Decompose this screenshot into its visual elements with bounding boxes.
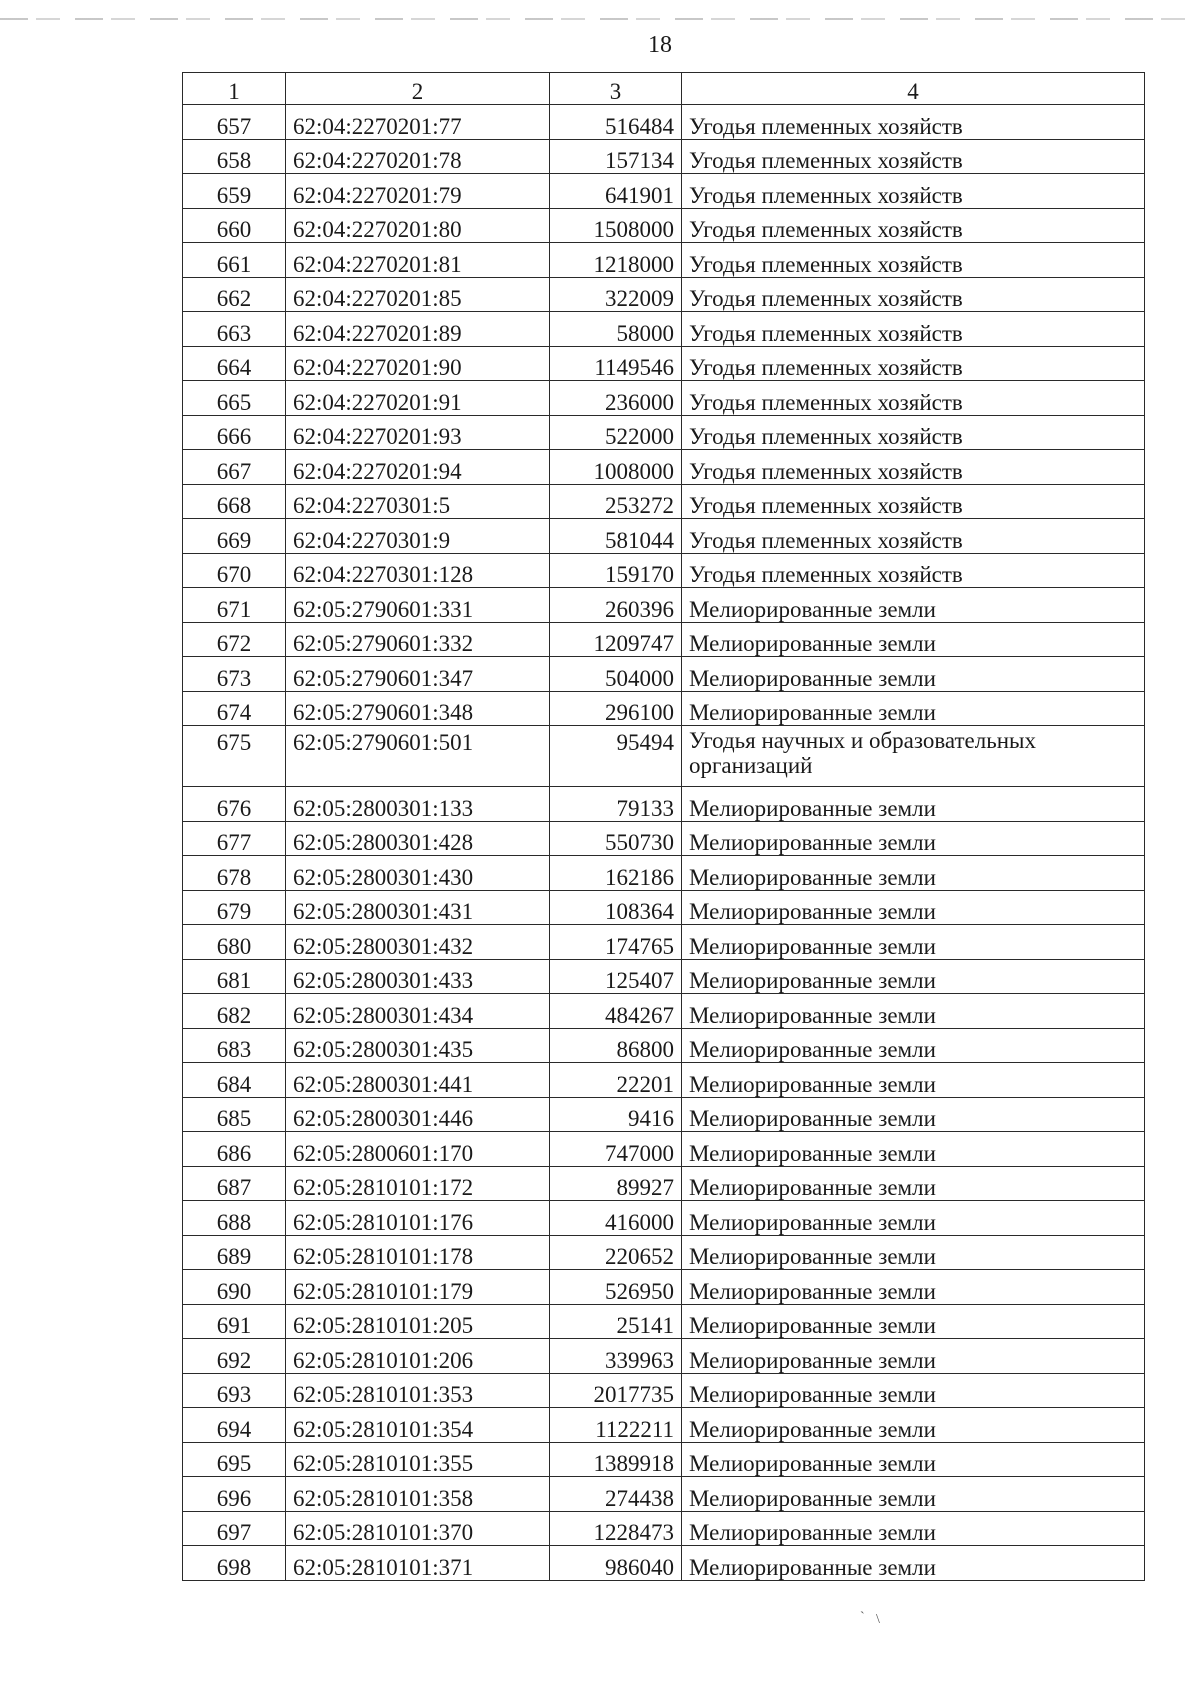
- cadastral-number-cell: 62:05:2810101:172: [286, 1166, 550, 1201]
- area-cell: 484267: [550, 994, 682, 1029]
- cadastral-number-cell: 62:05:2810101:358: [286, 1477, 550, 1512]
- area-cell: 581044: [550, 519, 682, 554]
- land-category-cell: Угодья племенных хозяйств: [682, 277, 1145, 312]
- cadastral-number-cell: 62:05:2810101:355: [286, 1442, 550, 1477]
- table-row: [183, 1270, 1145, 1305]
- table-row: [183, 1477, 1145, 1512]
- cadastral-number-cell: 62:05:2810101:353: [286, 1373, 550, 1408]
- cadastral-number-cell: 62:05:2800601:170: [286, 1132, 550, 1167]
- cadastral-number-cell: 62:05:2810101:354: [286, 1408, 550, 1443]
- land-category-cell: Мелиорированные земли: [682, 1028, 1145, 1063]
- row-number-cell: 671: [183, 588, 286, 623]
- table-row: [183, 1546, 1145, 1581]
- column-header-4: 4: [682, 73, 1145, 105]
- cadastral-number-cell: 62:05:2790601:501: [286, 726, 550, 787]
- column-header-1: 1: [183, 73, 286, 105]
- cadastral-number-cell: 62:05:2800301:441: [286, 1063, 550, 1098]
- cadastral-number-cell: 62:04:2270201:80: [286, 208, 550, 243]
- scan-speck: \: [876, 1612, 880, 1627]
- row-number-cell: 698: [183, 1546, 286, 1581]
- table-row: [183, 821, 1145, 856]
- land-category-cell: Угодья племенных хозяйств: [682, 208, 1145, 243]
- area-cell: 159170: [550, 553, 682, 588]
- area-cell: 322009: [550, 277, 682, 312]
- table-row: [183, 174, 1145, 209]
- table-row: [183, 1063, 1145, 1098]
- area-cell: 1122211: [550, 1408, 682, 1443]
- row-number-cell: 663: [183, 312, 286, 347]
- row-number-cell: 680: [183, 925, 286, 960]
- area-cell: 296100: [550, 691, 682, 726]
- land-category-cell: Мелиорированные земли: [682, 1166, 1145, 1201]
- area-cell: 236000: [550, 381, 682, 416]
- row-number-cell: 693: [183, 1373, 286, 1408]
- row-number-cell: 669: [183, 519, 286, 554]
- row-number-cell: 659: [183, 174, 286, 209]
- area-cell: 25141: [550, 1304, 682, 1339]
- land-category-cell: Угодья племенных хозяйств: [682, 174, 1145, 209]
- area-cell: 86800: [550, 1028, 682, 1063]
- land-category-cell: Мелиорированные земли: [682, 1201, 1145, 1236]
- column-header-3: 3: [550, 73, 682, 105]
- area-cell: 1149546: [550, 346, 682, 381]
- land-category-cell: Мелиорированные земли: [682, 691, 1145, 726]
- cadastral-number-cell: 62:04:2270301:5: [286, 484, 550, 519]
- scan-speck: `: [860, 1610, 865, 1625]
- area-cell: 79133: [550, 787, 682, 822]
- land-category-cell: Мелиорированные земли: [682, 1132, 1145, 1167]
- table-row: [183, 856, 1145, 891]
- row-number-cell: 688: [183, 1201, 286, 1236]
- area-cell: 95494: [550, 726, 682, 787]
- table-row: [183, 1201, 1145, 1236]
- cadastral-number-cell: 62:05:2790601:348: [286, 691, 550, 726]
- row-number-cell: 697: [183, 1511, 286, 1546]
- cadastral-number-cell: 62:05:2810101:179: [286, 1270, 550, 1305]
- table-row: [183, 484, 1145, 519]
- cadastral-number-cell: 62:05:2800301:430: [286, 856, 550, 891]
- cadastral-number-cell: 62:05:2800301:446: [286, 1097, 550, 1132]
- table-row: [183, 1339, 1145, 1374]
- area-cell: 9416: [550, 1097, 682, 1132]
- land-category-cell: Угодья научных и образовательных организаций: [682, 726, 1145, 787]
- row-number-cell: 678: [183, 856, 286, 891]
- table-row: [183, 959, 1145, 994]
- column-header-2: 2: [286, 73, 550, 105]
- land-category-cell: Мелиорированные земли: [682, 1097, 1145, 1132]
- land-category-cell: Мелиорированные земли: [682, 1235, 1145, 1270]
- land-category-cell: Мелиорированные земли: [682, 1339, 1145, 1374]
- table-header-row: [183, 73, 1145, 105]
- table-row: [183, 1166, 1145, 1201]
- table-row: [183, 588, 1145, 623]
- row-number-cell: 696: [183, 1477, 286, 1512]
- land-category-cell: Мелиорированные земли: [682, 925, 1145, 960]
- area-cell: 58000: [550, 312, 682, 347]
- row-number-cell: 695: [183, 1442, 286, 1477]
- row-number-cell: 658: [183, 139, 286, 174]
- area-cell: 1209747: [550, 622, 682, 657]
- cadastral-number-cell: 62:04:2270201:94: [286, 450, 550, 485]
- area-cell: 89927: [550, 1166, 682, 1201]
- table-row: [183, 1373, 1145, 1408]
- cadastral-number-cell: 62:05:2810101:178: [286, 1235, 550, 1270]
- cadastral-number-cell: 62:05:2810101:176: [286, 1201, 550, 1236]
- row-number-cell: 687: [183, 1166, 286, 1201]
- land-category-cell: Угодья племенных хозяйств: [682, 415, 1145, 450]
- row-number-cell: 691: [183, 1304, 286, 1339]
- table-row: [183, 890, 1145, 925]
- row-number-cell: 664: [183, 346, 286, 381]
- table-row: [183, 346, 1145, 381]
- table-row: [183, 105, 1145, 140]
- land-category-cell: Мелиорированные земли: [682, 1408, 1145, 1443]
- table-row: [183, 925, 1145, 960]
- land-category-cell: Угодья племенных хозяйств: [682, 243, 1145, 278]
- table-body: [183, 105, 1145, 1581]
- table-row: [183, 994, 1145, 1029]
- cadastral-number-cell: 62:05:2800301:434: [286, 994, 550, 1029]
- land-category-cell: Угодья племенных хозяйств: [682, 105, 1145, 140]
- cadastral-number-cell: 62:04:2270301:9: [286, 519, 550, 554]
- cadastral-number-cell: 62:04:2270201:90: [286, 346, 550, 381]
- cadastral-number-cell: 62:05:2790601:331: [286, 588, 550, 623]
- area-cell: 339963: [550, 1339, 682, 1374]
- land-category-cell: Угодья племенных хозяйств: [682, 346, 1145, 381]
- row-number-cell: 681: [183, 959, 286, 994]
- land-category-cell: Мелиорированные земли: [682, 856, 1145, 891]
- land-category-cell: Мелиорированные земли: [682, 787, 1145, 822]
- cadastral-number-cell: 62:04:2270201:77: [286, 105, 550, 140]
- land-category-cell: Угодья племенных хозяйств: [682, 519, 1145, 554]
- row-number-cell: 665: [183, 381, 286, 416]
- land-category-cell: Мелиорированные земли: [682, 588, 1145, 623]
- cadastral-number-cell: 62:05:2800301:431: [286, 890, 550, 925]
- land-category-cell: Мелиорированные земли: [682, 1270, 1145, 1305]
- row-number-cell: 674: [183, 691, 286, 726]
- row-number-cell: 661: [183, 243, 286, 278]
- cadastral-number-cell: 62:05:2810101:370: [286, 1511, 550, 1546]
- area-cell: 747000: [550, 1132, 682, 1167]
- land-category-cell: Угодья племенных хозяйств: [682, 553, 1145, 588]
- cadastral-number-cell: 62:05:2800301:428: [286, 821, 550, 856]
- row-number-cell: 682: [183, 994, 286, 1029]
- area-cell: 125407: [550, 959, 682, 994]
- page-number: 18: [648, 32, 672, 58]
- table-row: [183, 657, 1145, 692]
- area-cell: 157134: [550, 139, 682, 174]
- row-number-cell: 657: [183, 105, 286, 140]
- land-category-cell: Мелиорированные земли: [682, 890, 1145, 925]
- cadastral-number-cell: 62:04:2270201:89: [286, 312, 550, 347]
- row-number-cell: 679: [183, 890, 286, 925]
- table-row: [183, 415, 1145, 450]
- area-cell: 274438: [550, 1477, 682, 1512]
- table-row: [183, 139, 1145, 174]
- area-cell: 2017735: [550, 1373, 682, 1408]
- table-row: [183, 208, 1145, 243]
- area-cell: 416000: [550, 1201, 682, 1236]
- row-number-cell: 670: [183, 553, 286, 588]
- row-number-cell: 662: [183, 277, 286, 312]
- area-cell: 1389918: [550, 1442, 682, 1477]
- cadastral-number-cell: 62:04:2270301:128: [286, 553, 550, 588]
- cadastral-number-cell: 62:05:2800301:432: [286, 925, 550, 960]
- table-row: [183, 277, 1145, 312]
- row-number-cell: 666: [183, 415, 286, 450]
- row-number-cell: 683: [183, 1028, 286, 1063]
- cadastral-number-cell: 62:05:2790601:347: [286, 657, 550, 692]
- land-category-cell: Угодья племенных хозяйств: [682, 450, 1145, 485]
- area-cell: 526950: [550, 1270, 682, 1305]
- table-row: [183, 1132, 1145, 1167]
- table-row: [183, 691, 1145, 726]
- table-row: [183, 1028, 1145, 1063]
- row-number-cell: 692: [183, 1339, 286, 1374]
- land-category-cell: Мелиорированные земли: [682, 1304, 1145, 1339]
- cadastral-number-cell: 62:05:2800301:133: [286, 787, 550, 822]
- row-number-cell: 690: [183, 1270, 286, 1305]
- land-category-cell: Мелиорированные земли: [682, 821, 1145, 856]
- cadastral-number-cell: 62:05:2800301:433: [286, 959, 550, 994]
- area-cell: 1508000: [550, 208, 682, 243]
- land-category-cell: Мелиорированные земли: [682, 1063, 1145, 1098]
- area-cell: 253272: [550, 484, 682, 519]
- area-cell: 260396: [550, 588, 682, 623]
- area-cell: 174765: [550, 925, 682, 960]
- land-category-cell: Мелиорированные земли: [682, 622, 1145, 657]
- table-row: [183, 519, 1145, 554]
- row-number-cell: 673: [183, 657, 286, 692]
- area-cell: 108364: [550, 890, 682, 925]
- row-number-cell: 684: [183, 1063, 286, 1098]
- area-cell: 1228473: [550, 1511, 682, 1546]
- land-category-cell: Мелиорированные земли: [682, 959, 1145, 994]
- table-row: [183, 381, 1145, 416]
- table-row: [183, 553, 1145, 588]
- row-number-cell: 689: [183, 1235, 286, 1270]
- row-number-cell: 660: [183, 208, 286, 243]
- land-category-cell: Мелиорированные земли: [682, 1373, 1145, 1408]
- table-row: [183, 726, 1145, 787]
- area-cell: 516484: [550, 105, 682, 140]
- row-number-cell: 685: [183, 1097, 286, 1132]
- cadastral-number-cell: 62:05:2790601:332: [286, 622, 550, 657]
- area-cell: 522000: [550, 415, 682, 450]
- table-row: [183, 1235, 1145, 1270]
- row-number-cell: 672: [183, 622, 286, 657]
- cadastral-number-cell: 62:04:2270201:91: [286, 381, 550, 416]
- land-category-cell: Мелиорированные земли: [682, 1511, 1145, 1546]
- row-number-cell: 675: [183, 726, 286, 787]
- table-row: [183, 787, 1145, 822]
- cadastral-number-cell: 62:05:2810101:371: [286, 1546, 550, 1581]
- cadastral-number-cell: 62:04:2270201:81: [286, 243, 550, 278]
- table-row: [183, 1097, 1145, 1132]
- cadastral-number-cell: 62:04:2270201:85: [286, 277, 550, 312]
- row-number-cell: 676: [183, 787, 286, 822]
- table-row: [183, 450, 1145, 485]
- land-category-cell: Угодья племенных хозяйств: [682, 484, 1145, 519]
- land-plots-table: [182, 72, 1145, 1581]
- cadastral-number-cell: 62:05:2810101:206: [286, 1339, 550, 1374]
- land-category-cell: Мелиорированные земли: [682, 994, 1145, 1029]
- area-cell: 986040: [550, 1546, 682, 1581]
- cadastral-number-cell: 62:05:2800301:435: [286, 1028, 550, 1063]
- row-number-cell: 668: [183, 484, 286, 519]
- cadastral-number-cell: 62:04:2270201:79: [286, 174, 550, 209]
- area-cell: 1218000: [550, 243, 682, 278]
- table-row: [183, 1442, 1145, 1477]
- land-category-cell: Угодья племенных хозяйств: [682, 312, 1145, 347]
- scan-artifact-line: [0, 18, 1200, 20]
- area-cell: 550730: [550, 821, 682, 856]
- cadastral-number-cell: 62:05:2810101:205: [286, 1304, 550, 1339]
- land-category-cell: Угодья племенных хозяйств: [682, 139, 1145, 174]
- land-category-cell: Мелиорированные земли: [682, 657, 1145, 692]
- table-row: [183, 1511, 1145, 1546]
- table-row: [183, 622, 1145, 657]
- table-row: [183, 1408, 1145, 1443]
- row-number-cell: 677: [183, 821, 286, 856]
- area-cell: 22201: [550, 1063, 682, 1098]
- area-cell: 641901: [550, 174, 682, 209]
- land-category-cell: Угодья племенных хозяйств: [682, 381, 1145, 416]
- area-cell: 504000: [550, 657, 682, 692]
- area-cell: 1008000: [550, 450, 682, 485]
- land-category-cell: Мелиорированные земли: [682, 1442, 1145, 1477]
- cadastral-number-cell: 62:04:2270201:78: [286, 139, 550, 174]
- table-row: [183, 1304, 1145, 1339]
- cadastral-number-cell: 62:04:2270201:93: [286, 415, 550, 450]
- row-number-cell: 694: [183, 1408, 286, 1443]
- area-cell: 220652: [550, 1235, 682, 1270]
- land-category-cell: Мелиорированные земли: [682, 1477, 1145, 1512]
- table-row: [183, 243, 1145, 278]
- table-row: [183, 312, 1145, 347]
- row-number-cell: 667: [183, 450, 286, 485]
- area-cell: 162186: [550, 856, 682, 891]
- row-number-cell: 686: [183, 1132, 286, 1167]
- land-category-cell: Мелиорированные земли: [682, 1546, 1145, 1581]
